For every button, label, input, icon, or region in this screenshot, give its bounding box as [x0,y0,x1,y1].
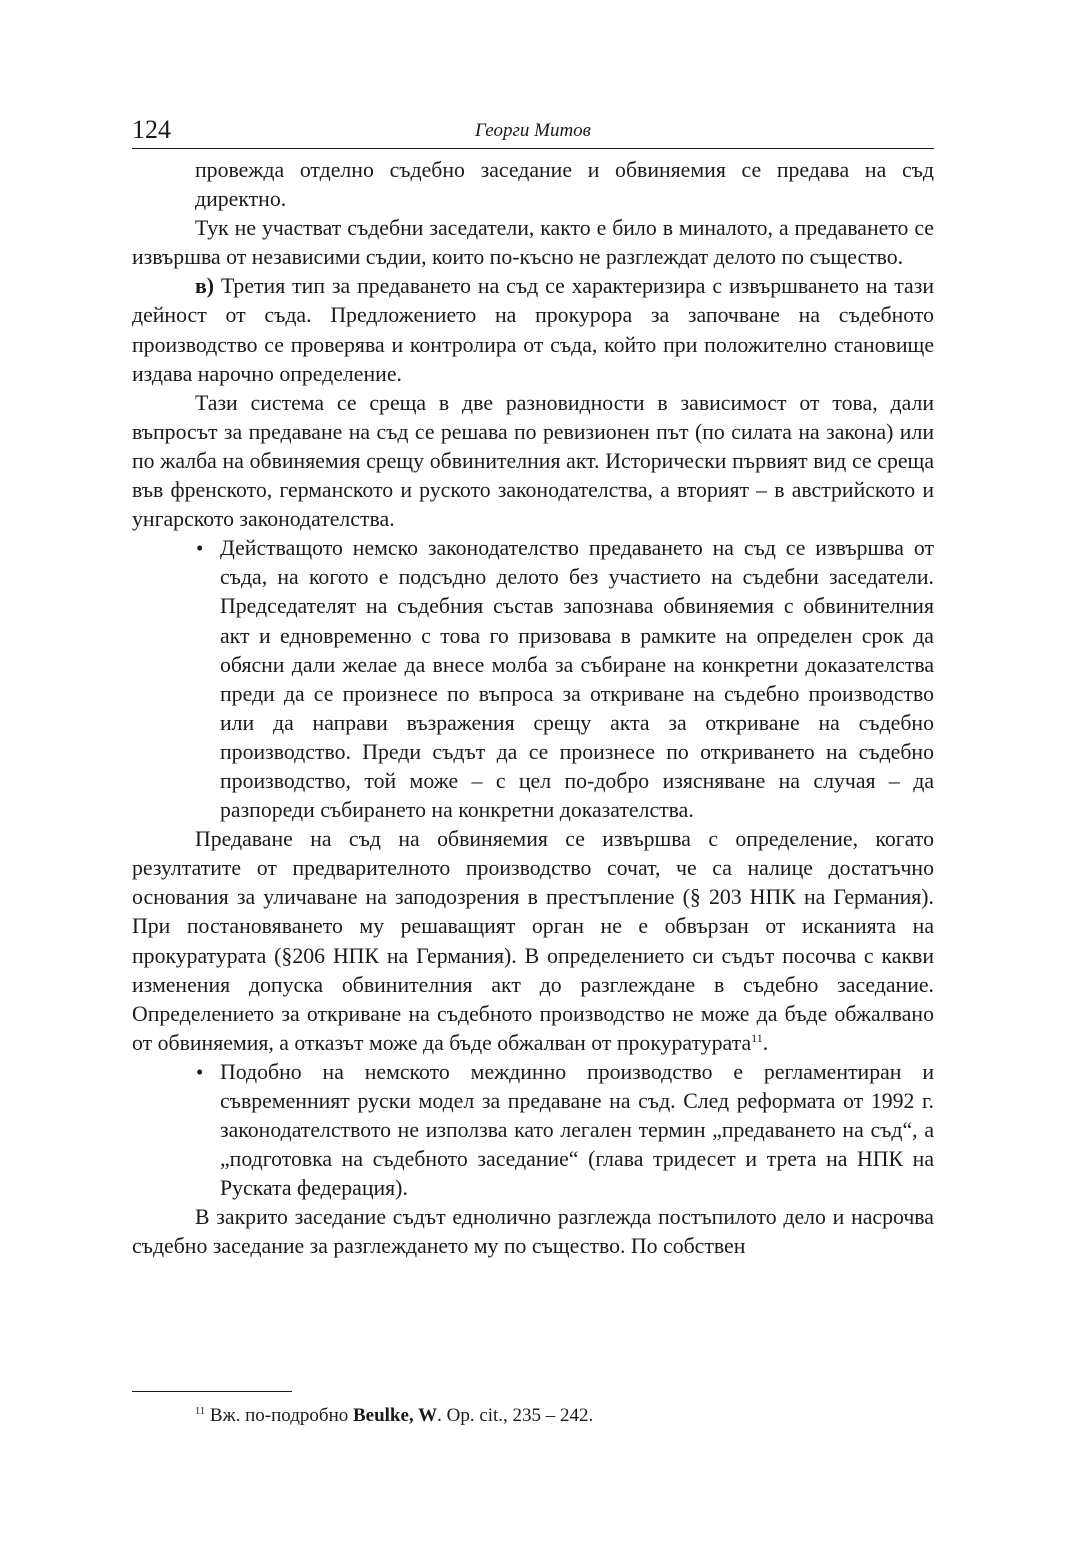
footnote-prefix: Вж. по-подробно [205,1405,353,1426]
footnote-suffix: . Op. cit., 235 – 242. [437,1405,594,1426]
body-text [132,156,934,1262]
paragraph: Тук не участват съдебни заседатели, както е било в миналото, а предаването се извършва от независими съдии, които по-късно не разглеждат делото по същество. [132,216,934,270]
bullet-item [132,1058,934,1203]
paragraph [132,825,934,1058]
page-number: 124 [132,115,171,144]
bullet-text: Действащото немско законодателство предаването на съд се извършва от съда, на когото е подсъдно делото без участието на съдебни заседатели. Председателят на съдебния състав запознава обвиняемия с обвинителния акт и едновременно с това го призовава в рамките на определен срок да обясни дали желае да внесе молба за събиране на конкретни доказателства преди да се произнесе по въпроса за откриване на съдебно производство или да направи възражения срещу акта за откриване на съдебно производство. Преди съдът да се произнесе по откриването на съдебно производство, той може – с цел по-добро изясняване на случая – да разпореди събирането на конкретни доказателства. [220,536,934,823]
bullet-mark: • [196,536,204,561]
running-title: Георги Митов [475,120,591,141]
bullet-text: Подобно на немското междинно производство е регламентиран и съвременният руски модел за предаване на съд. След реформата от 1992 г. законодателството не използва като легален термин „предаването на съд“, а „подготовка на съдебното заседание“ (глава тридесет и трета на НПК на Руската федерация). [220,1059,934,1201]
paragraph: Тази система се среща в две разновидности в зависимост от това, дали въпросът за предаване на съд се решава по ревизионен път (по силата на закона) или по жалба на обвиняемия срещу обвинителния акт. Исторически първият вид се среща във френското, германското и руското законодателства, а вторият – в австрийското и унгарското законодателства. [132,390,934,532]
paragraph-section-v [132,272,934,388]
footnote [195,1403,935,1429]
footnote-separator [132,1391,292,1392]
footnote-reference[interactable]: 11 [751,1031,763,1046]
paragraph-text: Третия тип за предаването на съд се характеризира с извършването на тази дейност от съда. Предложението на прокурора за започване на съдебното производство се проверява и контролира от съда, който при положително становище издава нарочно определение. [132,274,934,386]
section-label: в) [195,274,215,299]
paragraph: В закрито заседание съдът еднолично разглежда постъпилото дело и насрочва съдебно заседание за разглеждането му по същество. По собствен [132,1205,934,1259]
footnote-number: 11 [195,1406,206,1418]
paragraph-text: Предаване на съд на обвиняемия се извършва с определение, когато резултатите от предварителното производство сочат, че са налице достатъчно основания за уличаване на заподозрения в престъпление (§ 203 НПК на Германия). При постановяването му решаващият орган не е обвързан от исканията на прокуратурата (§206 НПК на Германия). В определението си съдът посочва с какви изменения допуска обвинителния акт до разглеждане в съдебно заседание. Определението за откриване на съдебното производство не може да бъде обжалвано от обвиняемия, а отказът може да бъде обжалван от прокуратурата [132,827,934,1055]
footnote-author: Beulke, W [352,1405,438,1426]
paragraph-continuation: провежда отделно съдебно заседание и обвиняемия се предава на съд директно. [195,158,934,212]
bullet-item [132,534,934,825]
bullet-mark: • [196,1059,204,1084]
page-header [132,112,934,149]
paragraph-end: . [762,1030,769,1055]
